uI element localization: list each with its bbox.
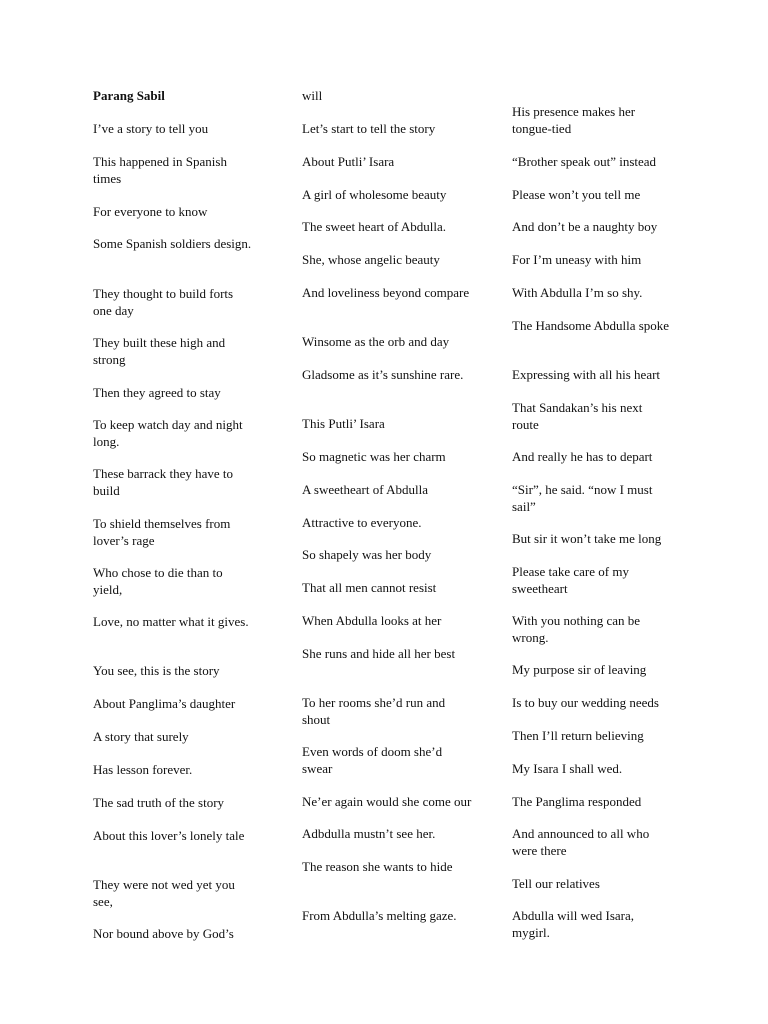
- poem-line: Then they agreed to stay: [93, 385, 221, 400]
- poem-line: To shield themselves from lover’s rage: [93, 516, 231, 548]
- poem-line: She runs and hide all her best: [302, 646, 456, 661]
- poem-line: The Handsome Abdulla spoke: [512, 318, 670, 333]
- poem-line: About this lover’s lonely tale: [93, 828, 245, 843]
- poem-line: Please take care of my sweetheart: [512, 564, 629, 596]
- poem-line: The Panglima responded: [512, 794, 642, 809]
- poem-line: For everyone to know: [93, 204, 208, 219]
- poem-line: That Sandakan’s his next route: [512, 400, 643, 432]
- poem-line: And don’t be a naughty boy: [512, 219, 658, 234]
- poem-line: But sir it won’t take me long: [512, 531, 662, 546]
- poem-line: Tell our relatives: [512, 876, 600, 891]
- poem-line: So magnetic was her charm: [302, 449, 446, 464]
- poem-line: Then I’ll return believing: [512, 728, 644, 743]
- poem-line: That all men cannot resist: [302, 580, 437, 595]
- poem-line: They thought to build forts one day: [93, 286, 234, 318]
- poem-line: will: [302, 88, 323, 103]
- poem-line: She, whose angelic beauty: [302, 252, 440, 267]
- poem-line: The sweet heart of Abdulla.: [302, 219, 447, 234]
- poem-line: Has lesson forever.: [93, 762, 193, 777]
- poem-line: You see, this is the story: [93, 663, 220, 678]
- poem-line: Winsome as the orb and day: [302, 334, 450, 349]
- poem-line: And announced to all who were there: [512, 826, 650, 858]
- poem-line: Love, no matter what it gives.: [93, 614, 249, 629]
- poem-line: Who chose to die than to yield,: [93, 565, 223, 597]
- poem-line: With you nothing can be wrong.: [512, 613, 641, 645]
- poem-line: The sad truth of the story: [93, 795, 225, 810]
- poem-line: Is to buy our wedding needs: [512, 695, 659, 710]
- poem-line: Ne’er again would she come our: [302, 794, 472, 809]
- poem-line: Some Spanish soldiers design.: [93, 236, 252, 251]
- poem-line: Adbdulla mustn’t see her.: [302, 826, 436, 841]
- poem-line: This Putli’ Isara: [302, 416, 385, 431]
- poem-line: His presence makes her tongue-tied: [512, 104, 636, 136]
- poem-line: So shapely was her body: [302, 547, 432, 562]
- poem-line: For I’m uneasy with him: [512, 252, 642, 267]
- poem-line: With Abdulla I’m so shy.: [512, 285, 643, 300]
- poem-line: And loveliness beyond compare: [302, 285, 470, 300]
- poem-line: Abdulla will wed Isara, mygirl.: [512, 908, 635, 940]
- poem-line: A story that surely: [93, 729, 189, 744]
- poem-line: I’ve a story to tell you: [93, 121, 209, 136]
- poem-line: My purpose sir of leaving: [512, 662, 647, 677]
- poem-line: About Panglima’s daughter: [93, 696, 236, 711]
- poem-line: My Isara I shall wed.: [512, 761, 623, 776]
- poem-line: These barrack they have to build: [93, 466, 234, 498]
- poem-line: From Abdulla’s melting gaze.: [302, 908, 457, 923]
- poem-line: And really he has to depart: [512, 449, 653, 464]
- poem-line: “Sir”, he said. “now I must sail”: [512, 482, 653, 514]
- poem-line: Even words of doom she’d swear: [302, 744, 443, 776]
- poem-line: Attractive to everyone.: [302, 515, 422, 530]
- poem-line: Nor bound above by God’s: [93, 926, 234, 941]
- poem-line: They built these high and strong: [93, 335, 226, 367]
- poem-title: Parang Sabil: [93, 88, 165, 103]
- poem-line: The reason she wants to hide: [302, 859, 453, 874]
- poem-line: Let’s start to tell the story: [302, 121, 436, 136]
- poem-line: A sweetheart of Abdulla: [302, 482, 428, 497]
- poem-line: “Brother speak out” instead: [512, 154, 657, 169]
- poem-line: About Putli’ Isara: [302, 154, 395, 169]
- poem-line: To her rooms she’d run and shout: [302, 695, 446, 727]
- poem-line: To keep watch day and night long.: [93, 417, 243, 449]
- poem-line: Please won’t you tell me: [512, 187, 641, 202]
- poem-line: Expressing with all his heart: [512, 367, 661, 382]
- poem-line: A girl of wholesome beauty: [302, 187, 447, 202]
- poem-line: This happened in Spanish times: [93, 154, 227, 186]
- poem-line: Gladsome as it’s sunshine rare.: [302, 367, 464, 382]
- poem-line: They were not wed yet you see,: [93, 877, 235, 909]
- poem-line: When Abdulla looks at her: [302, 613, 442, 628]
